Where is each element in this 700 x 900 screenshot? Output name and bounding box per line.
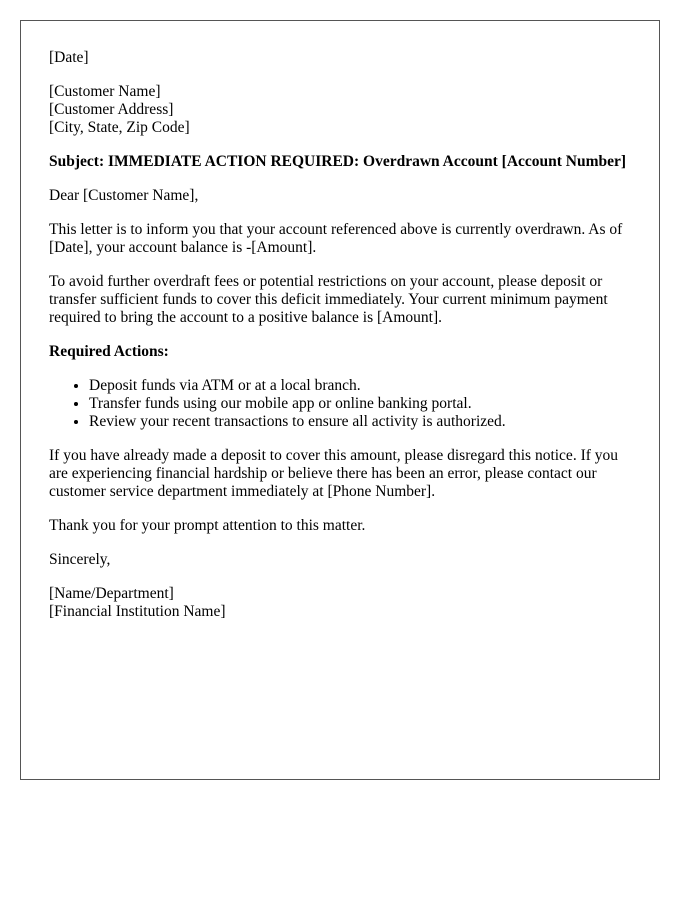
required-actions-list [49, 377, 631, 431]
paragraph-overdrawn-notice: This letter is to inform you that your account referenced above is currently overdrawn. As of [Date], your account balance is -[Amount]. [49, 221, 623, 256]
recipient-address-block [49, 83, 631, 137]
thank-you-line: Thank you for your prompt attention to this matter. [49, 517, 366, 534]
closing: Sincerely, [49, 551, 111, 568]
letter-subject: Subject: IMMEDIATE ACTION REQUIRED: Overdrawn Account [Account Number] [49, 153, 627, 170]
letter-page [20, 20, 660, 780]
recipient-address: [Customer Address] [49, 101, 174, 118]
paragraph-deposit-request: To avoid further overdraft fees or potential restrictions on your account, please deposit or transfer sufficient funds to cover this deficit immediately. Your current minimum payment required to bring the account to a positive balance is [Amount]. [49, 273, 608, 326]
signature-institution: [Financial Institution Name] [49, 603, 226, 620]
signature-name-department: [Name/Department] [49, 585, 174, 602]
letter-date: [Date] [49, 49, 89, 66]
salutation: Dear [Customer Name], [49, 187, 199, 204]
list-item: • Transfer funds using our mobile app or online banking portal. [89, 395, 631, 413]
required-actions-heading: Required Actions: [49, 343, 169, 360]
recipient-city-state-zip: [City, State, Zip Code] [49, 119, 190, 136]
list-item: • Review your recent transactions to ensure all activity is authorized. [89, 413, 631, 431]
list-item: • Deposit funds via ATM or at a local branch. [89, 377, 631, 395]
paragraph-disregard-notice: If you have already made a deposit to cover this amount, please disregard this notice. If you are experiencing financial hardship or believe there has been an error, please contact our customer service department immediately at [Phone Number]. [49, 447, 619, 500]
recipient-name: [Customer Name] [49, 83, 161, 100]
signature-block [49, 585, 631, 621]
